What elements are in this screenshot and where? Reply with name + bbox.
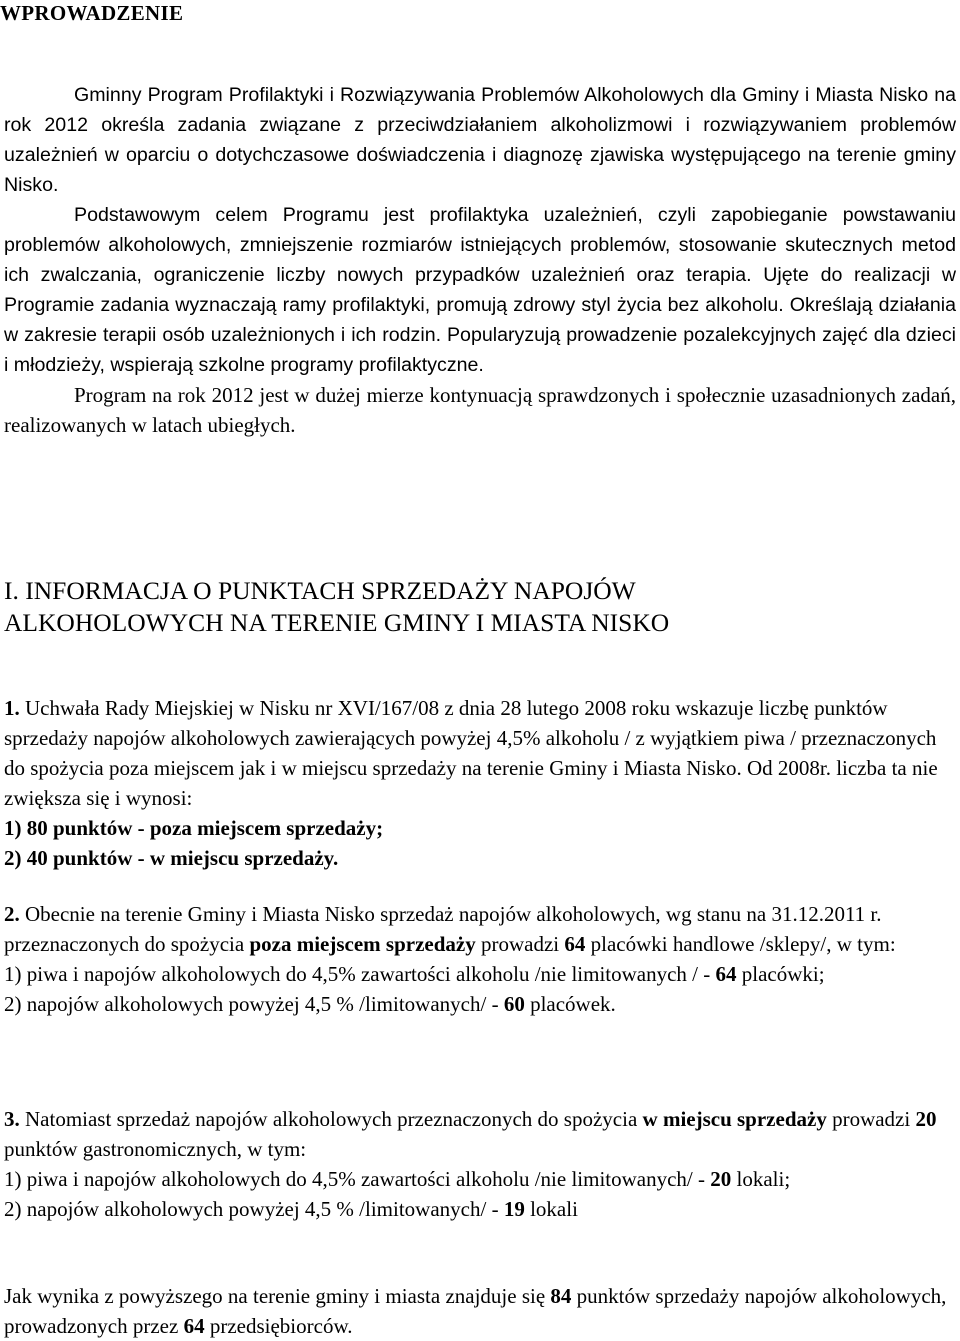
point-3-item-1 bbox=[4, 1164, 956, 1194]
point-3-count: 20 bbox=[915, 1107, 937, 1131]
point-3-item-1-suffix: lokali; bbox=[731, 1167, 791, 1191]
point-1-body: Uchwała Rady Miejskiej w Nisku nr XVI/167/08 z dnia 28 lutego 2008 roku wskazuje liczbę punktów sprzedaży napojów alkoholowych zawierających powyżej 4,5% alkoholu / z wyjątkiem piwa / przeznaczonych do spożycia poza miejscem jak i w miejscu sprzedaży na terenie Gminy i Miasta Nisko. Od 2008r. liczba ta nie zwiększa się i wynosi: bbox=[4, 696, 938, 810]
intro-paragraph-2: Podstawowym celem Programu jest profilaktyka uzależnień, czyli zapobieganie powstawaniu problemów alkoholowych, zmniejszenie rozmiarów istniejących problemów, stosowanie skutecznych metod ich zwalczania, ograniczenie liczby nowych przypadków uzależnień oraz terapia. Ujęte do realizacji w Programie zadania wyznaczają ramy profilaktyki, promują zdrowy styl życia bez alkoholu. Określają działania w zakresie terapii osób uzależnionych i ich rodzin. Popularyzują prowadzenie pozalekcyjnych zajęć dla dzieci i młodzieży, wspierają szkolne programy profilaktyczne. bbox=[4, 204, 956, 376]
summary-text-a: Jak wynika z powyższego na terenie gminy i miasta znajduje się bbox=[4, 1284, 551, 1308]
point-3-item-2 bbox=[4, 1194, 956, 1224]
intro-section bbox=[4, 80, 956, 440]
point-2-item-1-text: 1) piwa i napojów alkoholowych do 4,5% zawartości alkoholu /nie limitowanych / - bbox=[4, 962, 716, 986]
point-2-item-1 bbox=[4, 959, 956, 989]
point-1 bbox=[4, 693, 956, 873]
section-title bbox=[4, 575, 944, 639]
point-3-number: 3. bbox=[4, 1107, 20, 1131]
point-1-number: 1. bbox=[4, 696, 20, 720]
point-3-item-2-suffix: lokali bbox=[524, 1197, 578, 1221]
point-3 bbox=[4, 1104, 956, 1224]
point-2-bold-a: poza miejscem sprzedaży bbox=[249, 932, 476, 956]
point-2-body-c: placówki handlowe /sklepy/, w tym: bbox=[585, 932, 896, 956]
summary-text-c: przedsiębiorców. bbox=[204, 1314, 353, 1338]
point-1-item-1: 1) 80 punktów - poza miejscem sprzedaży; bbox=[4, 816, 384, 840]
point-2-item-2-count: 60 bbox=[503, 992, 525, 1016]
point-1-item-2: 2) 40 punktów - w miejscu sprzedaży. bbox=[4, 846, 339, 870]
section-title-line-2: ALKOHOLOWYCH NA TERENIE GMINY I MIASTA NISKO bbox=[4, 608, 670, 637]
point-3-body-a: Natomiast sprzedaż napojów alkoholowych przeznaczonych do spożycia bbox=[19, 1107, 643, 1131]
point-3-body-b: prowadzi bbox=[826, 1107, 916, 1131]
summary-text-b: punktów sprzedaży napojów alkoholowych, prowadzonych przez bbox=[4, 1284, 947, 1338]
summary bbox=[4, 1281, 956, 1341]
point-2-item-2-text: 2) napojów alkoholowych powyżej 4,5 % /limitowanych/ - bbox=[4, 992, 504, 1016]
point-2-text bbox=[4, 899, 956, 959]
intro-paragraph-1: Gminny Program Profilaktyki i Rozwiązywania Problemów Alkoholowych dla Gminy i Miasta Nisko na rok 2012 określa zadania związane z przeciwdziałaniem alkoholizmowi i rozwiązywaniem problemów uzależnień w oparciu o dotychczasowe doświadczenia i diagnozę zjawiska występującego na terenie gminy Nisko. bbox=[4, 84, 956, 196]
point-2-body-b: prowadzi bbox=[475, 932, 565, 956]
intro-paragraph-3: Program na rok 2012 jest w dużej mierze kontynuacją sprawdzonych i społecznie uzasadnionych zadań, realizowanych w latach ubiegłych. bbox=[4, 383, 956, 437]
section-title-line-1: I. INFORMACJA O PUNKTACH SPRZEDAŻY NAPOJÓW bbox=[4, 576, 636, 605]
point-2-number: 2. bbox=[4, 902, 20, 926]
point-3-text bbox=[4, 1104, 956, 1164]
point-1-text bbox=[4, 693, 956, 813]
point-3-bold-a: w miejscu sprzedaży bbox=[642, 1107, 827, 1131]
point-3-body-c: punktów gastronomicznych, w tym: bbox=[4, 1137, 307, 1161]
point-3-item-2-text: 2) napojów alkoholowych powyżej 4,5 % /limitowanych/ - bbox=[4, 1197, 504, 1221]
summary-count-points: 84 bbox=[550, 1284, 572, 1308]
point-2-count: 64 bbox=[564, 932, 586, 956]
point-2-item-2-suffix: placówek. bbox=[524, 992, 616, 1016]
point-2-item-2 bbox=[4, 989, 956, 1019]
point-3-item-2-count: 19 bbox=[503, 1197, 525, 1221]
point-3-item-1-text: 1) piwa i napojów alkoholowych do 4,5% zawartości alkoholu /nie limitowanych/ - bbox=[4, 1167, 711, 1191]
summary-text bbox=[4, 1281, 956, 1341]
summary-count-owners: 64 bbox=[183, 1314, 205, 1338]
point-2-item-1-suffix: placówki; bbox=[736, 962, 825, 986]
point-2-item-1-count: 64 bbox=[715, 962, 737, 986]
point-2-body-a: Obecnie na terenie Gminy i Miasta Nisko sprzedaż napojów alkoholowych, wg stanu na 31.12.2011 r. przeznaczonych do spożycia bbox=[4, 902, 882, 956]
point-2 bbox=[4, 899, 956, 1019]
point-3-item-1-count: 20 bbox=[710, 1167, 732, 1191]
intro-heading: WPROWADZENIE bbox=[0, 1, 184, 25]
